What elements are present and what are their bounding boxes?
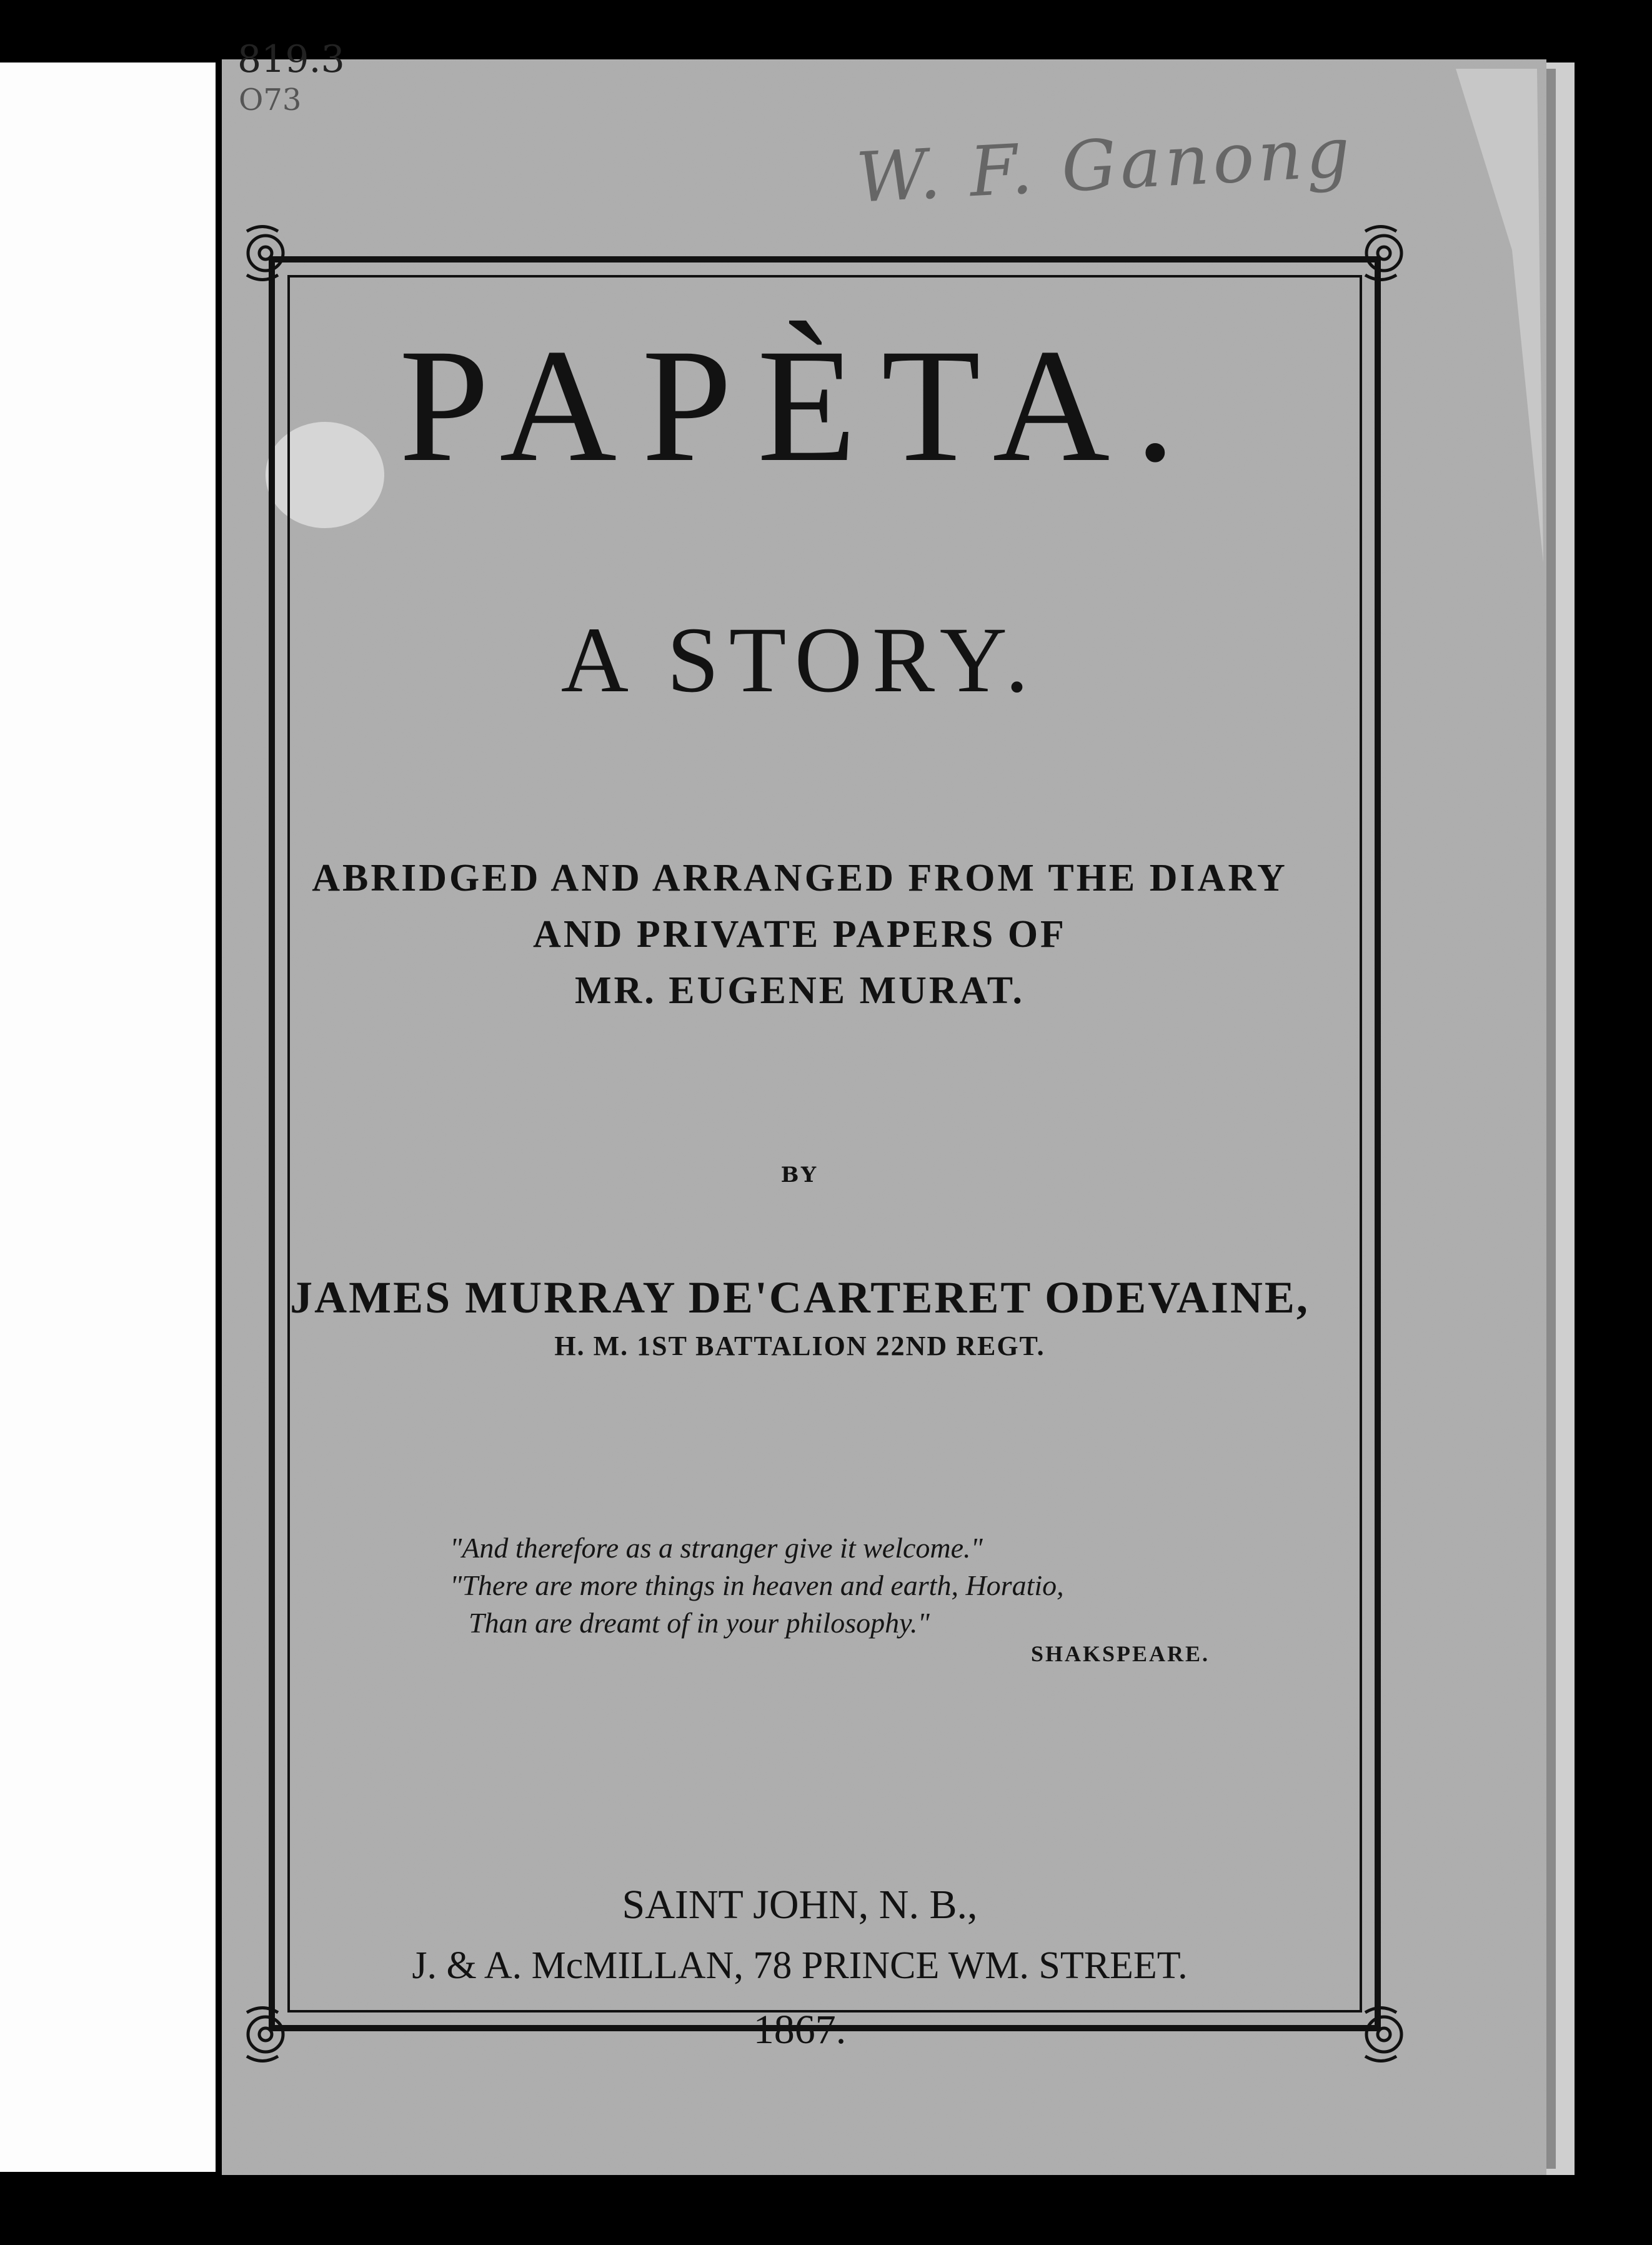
book-subtitle: A STORY.	[560, 608, 1039, 712]
quote-attribution: SHAKSPEARE.	[1031, 1641, 1210, 1666]
imprint-year: 1867.	[753, 2007, 847, 2052]
imprint-city: SAINT JOHN, N. B.,	[622, 1882, 978, 1928]
author-rank: H. M. 1ST BATTALION 22ND REGT.	[554, 1331, 1045, 1361]
quote-line-3: Than are dreamt of in your philosophy."	[469, 1607, 930, 1639]
quote-line-2: "There are more things in heaven and earth, Horatio,	[450, 1569, 1064, 1601]
imprint-publisher: J. & A. McMILLAN, 78 PRINCE WM. STREET.	[412, 1944, 1188, 1987]
book-title: PAPÈTA.	[399, 316, 1201, 496]
owner-signature: W. F. Ganong	[854, 112, 1356, 218]
author-name: JAMES MURRAY DE'CARTERET ODEVAINE,	[290, 1272, 1310, 1322]
abridged-line-1: ABRIDGED AND ARRANGED FROM THE DIARY	[312, 857, 1288, 899]
by-line: BY	[780, 1162, 819, 1188]
abridged-line-3: MR. EUGENE MURAT.	[574, 969, 1025, 1012]
call-number-handwriting-secondary: O73	[239, 82, 302, 118]
abridged-line-2: AND PRIVATE PAPERS OF	[533, 913, 1067, 956]
quote-line-1: "And therefore as a stranger give it welcome."	[450, 1532, 983, 1564]
title-page-text	[237, 238, 1362, 2050]
call-number-handwriting: 819.3	[237, 38, 345, 81]
flyleaf-page	[0, 62, 216, 2172]
